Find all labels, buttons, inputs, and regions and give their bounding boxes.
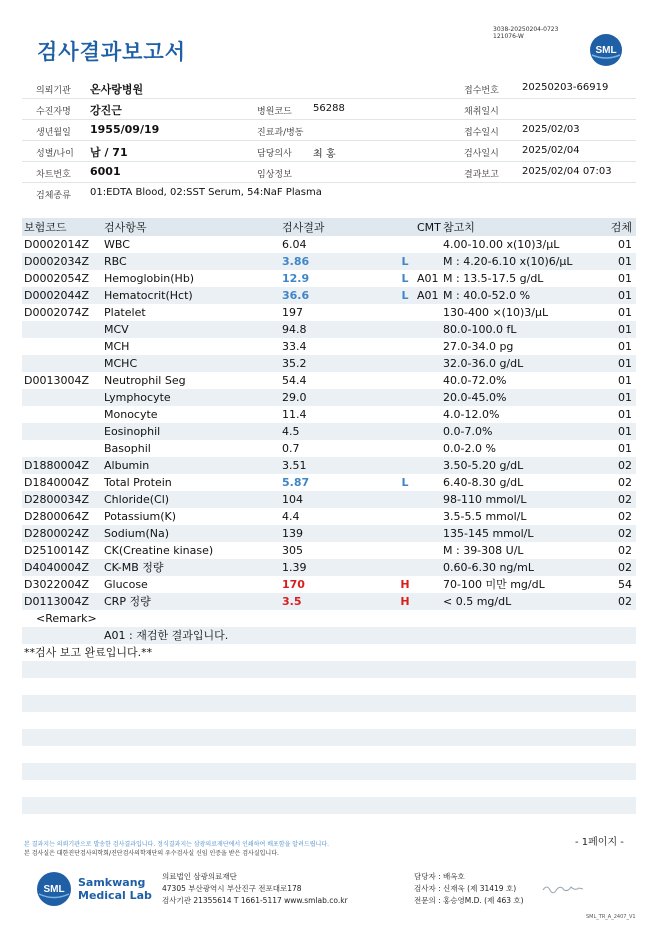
patient-value: 강진근 [90, 104, 122, 117]
blank-line [22, 695, 636, 712]
org-name: 의료법인 삼광의료재단 [162, 872, 237, 881]
table-row [22, 440, 636, 457]
row-result: 36.6 [280, 287, 395, 304]
row-code: D0002034Z [22, 253, 102, 270]
row-name: Potassium(K) [104, 510, 177, 523]
row-name: Glucose [104, 578, 148, 591]
document-code-line2: 121076-W [493, 33, 524, 40]
row-reference: 40.0-72.0% [443, 374, 507, 387]
info-row-specimen [22, 183, 636, 204]
staff-specialist: 전문의 : 홍승영M.D. (제 463 호) [414, 896, 524, 905]
dept-label: 진료과/병동 [257, 128, 304, 138]
row-result: 3.5 [280, 593, 395, 610]
hospital-code-value: 56288 [313, 103, 345, 114]
row-flag: L [401, 272, 409, 285]
row-result: 33.4 [282, 340, 307, 353]
table-row [22, 389, 636, 406]
row-cmt [415, 457, 441, 474]
row-cmt [415, 423, 441, 440]
receipt-date-value: 2025/02/03 [522, 124, 580, 135]
row-reference: 27.0-34.0 pg [443, 340, 514, 353]
hospital-value: 온사랑병원 [90, 83, 144, 96]
row-reference: 98-110 mmol/L [441, 491, 606, 508]
table-row [22, 355, 636, 372]
row-reference: 130-400 ×(10)3/μL [443, 306, 549, 319]
sex-age-label: 성별/나이 [36, 149, 74, 159]
row-code: D1840004Z [24, 476, 89, 489]
row-specimen: 01 [606, 253, 636, 270]
row-name: Neutrophil Seg [104, 374, 186, 387]
row-code: D0113004Z [22, 593, 102, 610]
sex-age-value: 남 / 71 [90, 146, 128, 159]
birth-label: 생년월일 [36, 128, 71, 138]
row-code: D2800034Z [22, 491, 102, 508]
row-reference: 70-100 미만 mg/dL [443, 578, 545, 591]
table-row [22, 593, 636, 610]
certification-text: 본 검사실은 대한진단검사의학회/진단검사의학재단의 우수검사실 신임 인증을 받은 검사실입니다. [24, 850, 279, 857]
table-row [22, 287, 636, 304]
row-result: 54.4 [282, 374, 307, 387]
row-specimen: 02 [606, 559, 636, 576]
receipt-date-label: 접수일시 [464, 128, 499, 138]
row-reference: 6.40-8.30 g/dL [443, 476, 524, 489]
row-result: 1.39 [280, 559, 395, 576]
row-flag [395, 304, 415, 321]
org-address: 47305 부산광역시 부산진구 전포대로178 [162, 884, 302, 893]
table-row [22, 474, 636, 491]
row-code [22, 355, 102, 372]
doctor-value: 최 홍 [313, 149, 336, 160]
row-flag [395, 355, 415, 372]
row-name: Hematocrit(Hct) [102, 287, 280, 304]
row-flag [395, 542, 415, 559]
receipt-no-label: 접수번호 [464, 86, 499, 96]
row-code: D2510014Z [24, 544, 89, 557]
blank-line [22, 661, 636, 678]
blank-line [22, 797, 636, 814]
row-result: 11.4 [282, 408, 307, 421]
table-row [22, 457, 636, 474]
footer-staff [414, 871, 524, 907]
row-specimen: 02 [618, 544, 632, 557]
doctor-label: 담당의사 [257, 149, 292, 159]
row-result: 104 [280, 491, 395, 508]
row-reference: M : 40.0-52.0 % [441, 287, 606, 304]
table-row [22, 338, 636, 355]
row-reference: 20.0-45.0% [441, 389, 606, 406]
row-reference: 3.50-5.20 g/dL [441, 457, 606, 474]
row-specimen: 02 [606, 593, 636, 610]
row-code: D0002074Z [24, 306, 89, 319]
row-name: MCV [102, 321, 280, 338]
row-cmt: A01 [417, 272, 439, 285]
row-name: WBC [104, 238, 130, 251]
row-code [22, 406, 102, 423]
row-specimen: 01 [618, 272, 632, 285]
table-row [22, 304, 636, 321]
row-cmt: A01 [415, 287, 441, 304]
specimen-value: 01:EDTA Blood, 02:SST Serum, 54:NaF Plasma [90, 187, 322, 198]
row-specimen: 01 [618, 442, 632, 455]
row-reference: M : 13.5-17.5 g/dL [443, 272, 544, 285]
row-result: 4.4 [282, 510, 300, 523]
info-row-sex-age [22, 141, 636, 162]
row-code: D0013004Z [24, 374, 89, 387]
row-result: 4.5 [280, 423, 395, 440]
row-cmt [415, 559, 441, 576]
footer-brand [78, 876, 152, 902]
header-code: 보험코드 [22, 218, 102, 236]
row-cmt [415, 355, 441, 372]
footer-organization [162, 871, 348, 907]
specimen-label: 검체종류 [36, 191, 71, 201]
row-name: Total Protein [104, 476, 172, 489]
row-flag [395, 559, 415, 576]
row-name: Albumin [102, 457, 280, 474]
row-code: D3022004Z [24, 578, 89, 591]
row-flag: H [400, 578, 410, 591]
row-flag [395, 423, 415, 440]
row-result: 139 [280, 525, 395, 542]
patient-label: 수진자명 [36, 107, 71, 117]
signature-icon [541, 882, 585, 894]
row-cmt [415, 304, 441, 321]
row-cmt [415, 576, 441, 593]
table-row [22, 406, 636, 423]
row-name: Chloride(Cl) [102, 491, 280, 508]
row-name: Hemoglobin(Hb) [104, 272, 195, 285]
row-cmt [415, 253, 441, 270]
row-specimen: 02 [606, 525, 636, 542]
row-result: 94.8 [280, 321, 395, 338]
table-row [22, 576, 636, 593]
chart-no-value: 6001 [90, 165, 121, 178]
row-reference: 80.0-100.0 fL [441, 321, 606, 338]
row-specimen: 01 [606, 389, 636, 406]
row-result: 6.04 [282, 238, 307, 251]
results-header-row [22, 218, 636, 236]
notice-text: 본 결과지는 의뢰기관으로 발송한 검사결과입니다. 정식결과지는 삼광의료재단에서 인쇄하여 배포함을 알려드립니다. [24, 841, 329, 848]
header-ref: 참고치 [441, 218, 606, 236]
row-result: 3.86 [280, 253, 395, 270]
row-specimen: 02 [618, 510, 632, 523]
header-specimen: 검체 [606, 218, 636, 236]
row-specimen: 01 [618, 408, 632, 421]
table-row [22, 423, 636, 440]
document-code [493, 26, 558, 40]
row-cmt [415, 372, 441, 389]
patient-info [22, 78, 636, 204]
row-code [22, 338, 102, 355]
row-flag [395, 236, 415, 253]
collect-date-label: 채취일시 [464, 107, 499, 117]
row-specimen: 01 [618, 374, 632, 387]
brand-line2: Medical Lab [78, 889, 152, 902]
row-reference: 0.0-7.0% [441, 423, 606, 440]
row-specimen: 01 [618, 238, 632, 251]
row-cmt [415, 491, 441, 508]
row-name: Sodium(Na) [102, 525, 280, 542]
report-date-label: 결과보고 [464, 170, 499, 180]
row-reference: 3.5-5.5 mmol/L [443, 510, 527, 523]
row-flag [395, 440, 415, 457]
row-name: MCHC [102, 355, 280, 372]
report-complete: **검사 보고 완료입니다.** [24, 646, 153, 659]
row-cmt [415, 236, 441, 253]
row-cmt [415, 440, 441, 457]
row-name: MCH [104, 340, 130, 353]
row-code: D1880004Z [22, 457, 102, 474]
test-date-value: 2025/02/04 [522, 145, 580, 156]
table-row [22, 270, 636, 287]
blank-line [22, 763, 636, 780]
row-name: Platelet [104, 306, 146, 319]
row-flag: L [395, 287, 415, 304]
row-reference: M : 4.20-6.10 x(10)6/μL [441, 253, 606, 270]
row-name: RBC [102, 253, 280, 270]
row-specimen: 01 [606, 423, 636, 440]
table-row [22, 321, 636, 338]
row-code: D2800064Z [24, 510, 89, 523]
staff-tester: 검사자 : 신재욱 (제 31419 호) [414, 884, 517, 893]
row-name: Lymphocyte [102, 389, 280, 406]
blank-line [22, 729, 636, 746]
row-flag: L [395, 253, 415, 270]
sml-logo-icon [589, 33, 623, 67]
row-specimen: 02 [606, 457, 636, 474]
row-code [22, 321, 102, 338]
row-specimen: 01 [606, 287, 636, 304]
row-name: Basophil [104, 442, 151, 455]
row-flag [395, 372, 415, 389]
row-code [22, 389, 102, 406]
row-reference: 4.00-10.00 x(10)3/μL [443, 238, 560, 251]
chart-no-label: 차트번호 [36, 170, 71, 180]
row-flag [395, 525, 415, 542]
row-code: D4040004Z [22, 559, 102, 576]
row-specimen: 02 [618, 476, 632, 489]
row-reference: 0.0-2.0 % [443, 442, 496, 455]
row-name: Monocyte [104, 408, 158, 421]
row-reference: 4.0-12.0% [443, 408, 500, 421]
info-row-chart [22, 162, 636, 183]
row-result: 5.87 [282, 476, 310, 489]
row-result: 197 [282, 306, 303, 319]
row-reference: 0.60-6.30 ng/mL [441, 559, 606, 576]
header-flag [395, 218, 415, 236]
table-row [22, 525, 636, 542]
row-cmt [415, 593, 441, 610]
header-result: 검사결과 [280, 218, 395, 236]
row-result: 3.51 [280, 457, 395, 474]
form-code: SML_TR_A_2407_V1 [586, 914, 636, 920]
org-contact: 검사기관 21355614 T 1661-5117 www.smlab.co.kr [162, 896, 348, 905]
header-cmt: CMT [415, 218, 441, 236]
receipt-no-value: 20250203-66919 [522, 82, 609, 93]
report-date-value: 2025/02/04 07:03 [522, 166, 612, 177]
test-date-label: 검사일시 [464, 149, 499, 159]
row-specimen: 01 [618, 340, 632, 353]
sml-logo-text: SML [595, 45, 617, 56]
page-number: - 1페이지 - [575, 837, 624, 848]
row-code [22, 440, 102, 457]
row-name: Eosinophil [102, 423, 280, 440]
info-row-patient [22, 99, 636, 120]
table-row [22, 491, 636, 508]
row-reference: < 0.5 mg/dL [441, 593, 606, 610]
row-code: D2800024Z [22, 525, 102, 542]
row-flag [395, 457, 415, 474]
hospital-label: 의뢰기관 [36, 86, 71, 96]
header-name: 검사항목 [102, 218, 280, 236]
row-reference: 32.0-36.0 g/dL [441, 355, 606, 372]
table-row [22, 372, 636, 389]
remark-a01: A01 : 재검한 결과입니다. [22, 627, 636, 644]
row-specimen: 01 [618, 306, 632, 319]
staff-manager: 담당자 : 배옥호 [414, 872, 465, 881]
results-table [22, 218, 636, 610]
row-flag [395, 406, 415, 423]
row-cmt [415, 406, 441, 423]
birth-value: 1955/09/19 [90, 123, 160, 136]
results-body [22, 236, 636, 610]
info-row-birth [22, 120, 636, 141]
hospital-code-label: 병원코드 [257, 107, 292, 117]
row-specimen: 01 [606, 355, 636, 372]
sml-footer-logo-icon [36, 871, 72, 907]
info-row-hospital [22, 78, 636, 99]
row-result: 29.0 [280, 389, 395, 406]
row-name: CRP 정량 [102, 593, 280, 610]
report-title: 검사결과보고서 [37, 40, 187, 64]
table-row [22, 508, 636, 525]
row-flag [395, 491, 415, 508]
row-reference: M : 39-308 U/L [443, 544, 524, 557]
table-row [22, 542, 636, 559]
row-cmt [415, 474, 441, 491]
row-cmt [415, 321, 441, 338]
row-result: 170 [282, 578, 305, 591]
row-specimen: 54 [618, 578, 632, 591]
row-flag [395, 338, 415, 355]
row-cmt [415, 338, 441, 355]
row-flag: L [401, 476, 409, 489]
row-cmt [415, 542, 441, 559]
row-code: D0002044Z [22, 287, 102, 304]
row-result: 12.9 [282, 272, 310, 285]
row-code [22, 423, 102, 440]
row-name: CK(Creatine kinase) [104, 544, 214, 557]
row-result: 0.7 [282, 442, 300, 455]
row-cmt [415, 525, 441, 542]
row-cmt [415, 389, 441, 406]
row-specimen: 01 [606, 321, 636, 338]
table-row [22, 236, 636, 253]
row-result: 305 [282, 544, 303, 557]
table-row [22, 253, 636, 270]
row-result: 35.2 [280, 355, 395, 372]
row-flag [395, 389, 415, 406]
table-row [22, 559, 636, 576]
remark-title: <Remark> [36, 612, 97, 625]
remark-block [22, 610, 636, 661]
row-cmt [415, 508, 441, 525]
clinical-label: 임상정보 [257, 170, 292, 180]
row-specimen: 02 [606, 491, 636, 508]
row-flag [395, 321, 415, 338]
row-name: CK-MB 정량 [102, 559, 280, 576]
brand-line1: Samkwang [78, 876, 146, 889]
document-code-line1: 3038-20250204-0723 [493, 26, 559, 33]
row-code: D0002014Z [24, 238, 89, 251]
row-code: D0002054Z [24, 272, 89, 285]
sml-footer-logo-text: SML [43, 884, 65, 895]
row-reference: 135-145 mmol/L [441, 525, 606, 542]
row-flag: H [395, 593, 415, 610]
row-flag [395, 508, 415, 525]
